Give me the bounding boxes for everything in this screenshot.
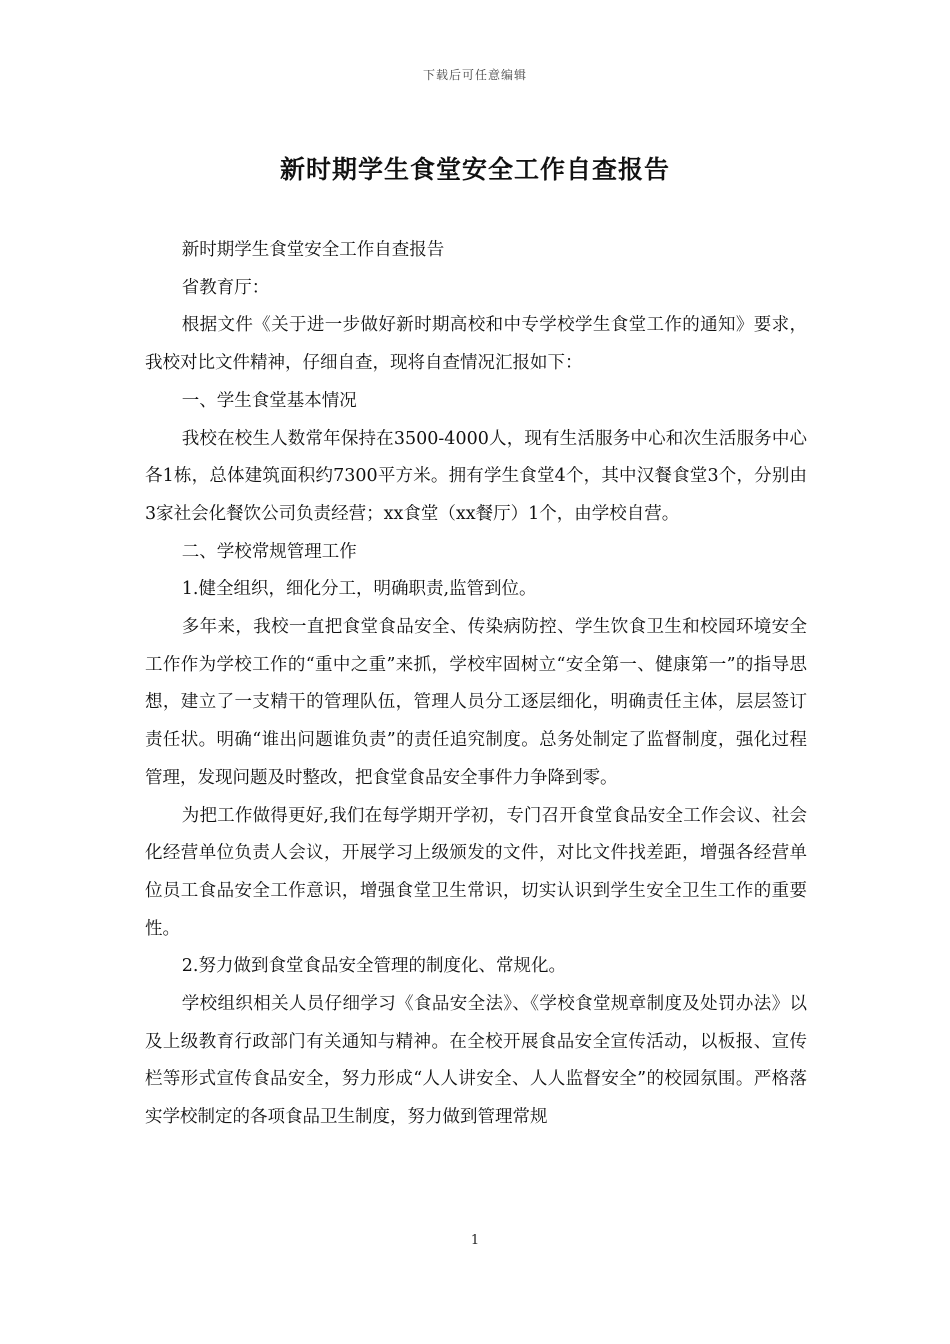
body-paragraph: 为把工作做得更好,我们在每学期开学初，专门召开食堂食品安全工作会议、社会化经营单位负责人会议，开展学习上级颁发的文件，对比文件找差距，增强各经营单位员工食品安全工作意识，增强食堂卫生常识，切实认识到学生安全卫生工作的重要性。 xyxy=(145,805,807,939)
subsection-heading: 2.努力做到食堂食品安全管理的制度化、常规化。 xyxy=(181,956,566,977)
section-heading: 二、学校常规管理工作 xyxy=(181,541,357,562)
page-number: 1 xyxy=(470,1233,480,1248)
page-header-note: 下载后可任意编辑 xyxy=(422,68,527,82)
section-heading: 一、学生食堂基本情况 xyxy=(181,390,357,411)
body-paragraph: 省教育厅： xyxy=(181,277,270,298)
body-paragraph: 新时期学生食堂安全工作自查报告 xyxy=(181,240,445,260)
body-paragraph: 多年来，我校一直把食堂食品安全、传染病防控、学生饮食卫生和校园环境安全工作作为学校工作的“重中之重”来抓，学校牢固树立“安全第一、健康第一”的指导思想，建立了一支精干的管理队伍，管理人员分工逐层细化，明确责任主体，层层签订责任状。明确“谁出问题谁负责”的责任追究制度。总务处制定了监督制度，强化过程管理，发现问题及时整改，把食堂食品安全事件力争降到零。 xyxy=(145,617,807,788)
body-paragraph: 根据文件《关于进一步做好新时期高校和中专学校学生食堂工作的通知》要求，我校对比文件精神，仔细自查，现将自查情况汇报如下： xyxy=(145,315,807,374)
document-body xyxy=(145,232,807,1137)
body-paragraph: 学校组织相关人员仔细学习《食品安全法》、《学校食堂规章制度及处罚办法》以及上级教育行政部门有关通知与精神。在全校开展食品安全宣传活动，以板报、宣传栏等形式宣传食品安全，努力形成“人人讲安全、人人监督安全”的校园氛围。严格落实学校制定的各项食品卫生制度，努力做到管理常规 xyxy=(145,994,807,1128)
document-title: 新时期学生食堂安全工作自查报告 xyxy=(279,155,670,184)
body-paragraph: 我校在校生人数常年保持在3500-4000人，现有生活服务中心和次生活服务中心各1栋，总体建筑面积约7300平方米。拥有学生食堂4个，其中汉餐食堂3个，分别由3家社会化餐饮公司负责经营；xx食堂（xx餐厅）1个，由学校自营。 xyxy=(145,428,807,524)
subsection-heading: 1.健全组织，细化分工，明确职责,监管到位。 xyxy=(181,579,537,600)
